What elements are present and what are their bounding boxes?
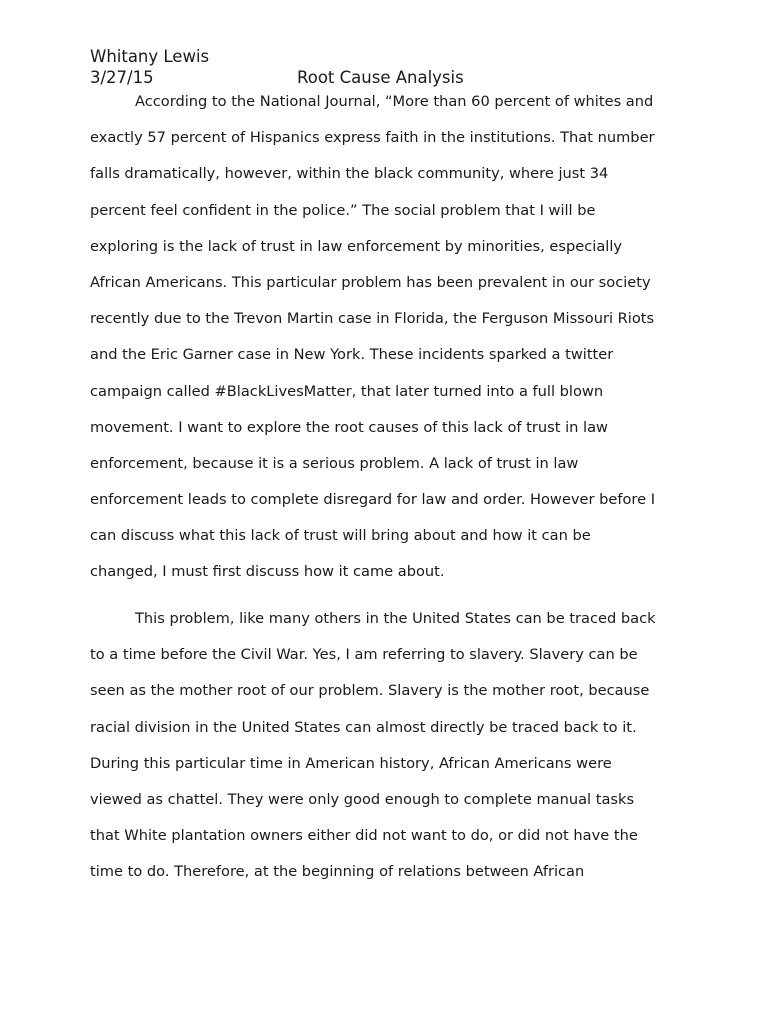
paragraph-line: campaign called #BlackLivesMatter, that later turned into a full blown — [90, 382, 604, 400]
paragraph-line: exactly 57 percent of Hispanics express faith in the institutions. That number — [90, 129, 655, 147]
paragraph-line: to a time before the Civil War. Yes, I am referring to slavery. Slavery can be — [90, 646, 638, 664]
paragraph-line: According to the National Journal, “More than 60 percent of whites and — [135, 93, 654, 110]
document-title: Root Cause Analysis — [297, 68, 464, 87]
paragraph-line: This problem, like many others in the United States can be traced back — [135, 610, 656, 627]
paragraph-line: falls dramatically, however, within the black community, where just 34 — [90, 165, 609, 183]
paragraph-line: and the Eric Garner case in New York. These incidents sparked a twitter — [90, 346, 614, 364]
paragraph-line: During this particular time in American history, African Americans were — [90, 754, 612, 772]
paragraph-line: African Americans. This particular problem has been prevalent in our society — [90, 273, 651, 291]
paragraph-line: seen as the mother root of our problem. Slavery is the mother root, because — [90, 682, 650, 700]
document-date: 3/27/15 — [90, 68, 154, 87]
paragraph-line: exploring is the lack of trust in law enforcement by minorities, especially — [90, 237, 623, 255]
paragraph-line: racial division in the United States can almost directly be traced back to it. — [90, 718, 637, 736]
paragraph-line: viewed as chattel. They were only good enough to complete manual tasks — [90, 790, 635, 808]
paragraph-line: enforcement, because it is a serious problem. A lack of trust in law — [90, 454, 579, 472]
author-name: Whitany Lewis — [90, 47, 210, 66]
paragraph-line: recently due to the Trevon Martin case in Florida, the Ferguson Missouri Riots — [90, 310, 655, 328]
paragraph-line: can discuss what this lack of trust will bring about and how it can be — [90, 527, 591, 545]
paragraph-2 — [90, 609, 690, 899]
paragraph-line: percent feel confident in the police.” The social problem that I will be — [90, 201, 596, 219]
paragraph-line: movement. I want to explore the root causes of this lack of trust in law — [90, 418, 608, 436]
paragraph-line: that White plantation owners either did not want to do, or did not have the — [90, 827, 638, 845]
paragraph-line: changed, I must first discuss how it came about. — [90, 563, 445, 581]
paragraph-1 — [90, 92, 690, 599]
paragraph-line: enforcement leads to complete disregard for law and order. However before I — [90, 491, 655, 509]
paragraph-line: time to do. Therefore, at the beginning of relations between African — [90, 863, 585, 881]
